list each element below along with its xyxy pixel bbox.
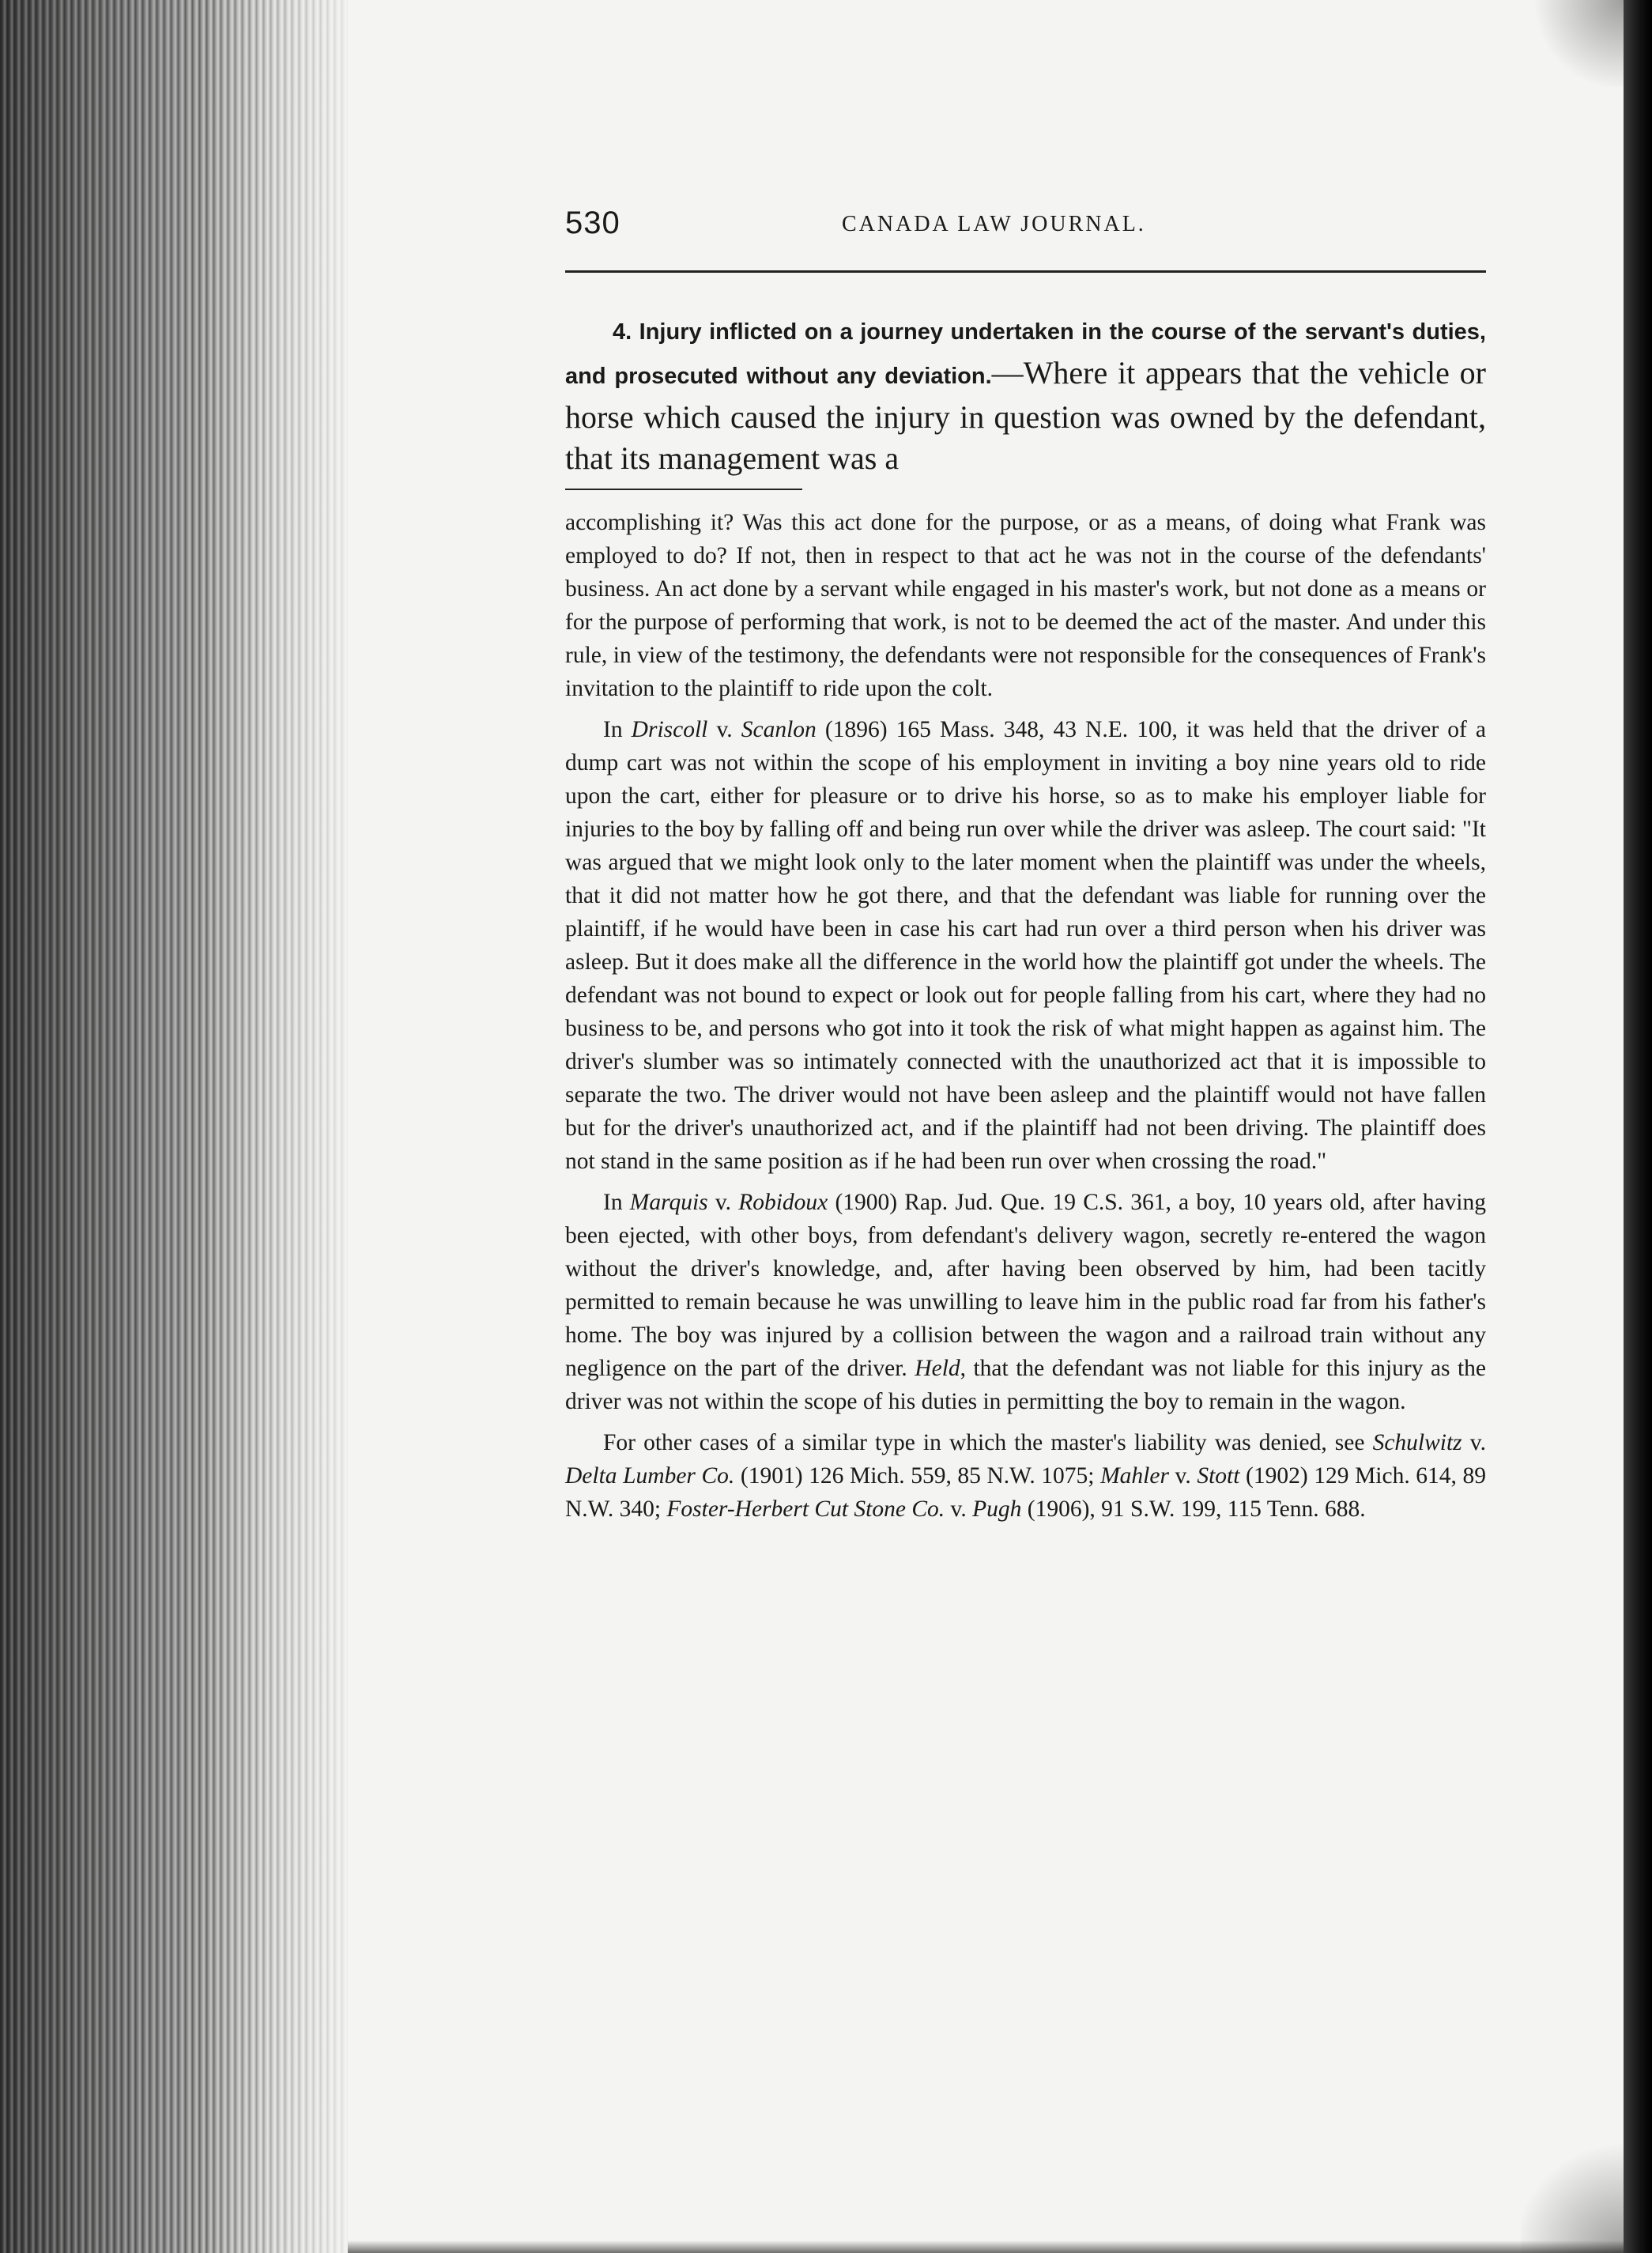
footnote-block (565, 506, 1486, 1534)
section-paragraph (565, 308, 1486, 479)
footnote-paragraph-2 (565, 713, 1486, 1178)
held-word: Held (915, 1356, 960, 1381)
text-run: , that the defendant was not liable for this injury as the driver was not within the scope of his duties in permitting the boy to remain in the wagon. (565, 1356, 1487, 1414)
section-text: —Where it appears that the vehicle or horse which caused the injury in question was owned by the defendant, that its management was a (565, 355, 1486, 476)
footnote-paragraph-4 (565, 1426, 1486, 1526)
scan-corner-bottom-right (1521, 2134, 1624, 2253)
scan-edge-bottom (348, 2240, 1624, 2253)
scan-edge-right (1624, 0, 1652, 2253)
text-run: In (603, 1190, 630, 1215)
text-run: (1902) 129 Mich. 614, 89 N.W. 340; (565, 1463, 1487, 1522)
text-run: v. (1462, 1430, 1486, 1455)
footnote-rule (565, 489, 802, 490)
case-name: Mahler (1100, 1463, 1169, 1489)
page-body (565, 206, 1487, 1522)
case-name: Delta Lumber Co. (565, 1463, 735, 1489)
text-run: (1901) 126 Mich. 559, 85 N.W. 1075; (734, 1463, 1101, 1489)
page-header (565, 206, 1486, 253)
running-title: CANADA LAW JOURNAL. (842, 212, 1146, 236)
text-run: v. (945, 1496, 973, 1522)
section-heading: 4. Injury inflicted on a journey undertaken in the course of the servant's duties, and prosecuted without any deviation. (565, 319, 1486, 389)
case-name: Stott (1197, 1463, 1240, 1489)
case-name: Scanlon (741, 717, 817, 742)
scan-corner-top-right (1529, 0, 1624, 87)
case-name: Schulwitz (1372, 1430, 1462, 1455)
header-rule (565, 270, 1486, 273)
footnote-paragraph-1: accomplishing it? Was this act done for the purpose, or as a means, of doing what Frank was employed to do? If not, then in respect to that act he was not in the course of the defendants' business. An act done by a servant while engaged in his master's work, but not done as a means or for the purpose of performing that work, is not to be deemed the act of the master. And under this rule, in view of the testimony, the defendants were not responsible for the consequences of Frank's invitation to the plaintiff to ride upon the colt. (565, 510, 1486, 701)
text-run: (1906), 91 S.W. 199, 115 Tenn. 688. (1021, 1496, 1366, 1522)
case-name: Pugh (972, 1496, 1022, 1522)
text-run: (1900) Rap. Jud. Que. 19 C.S. 361, a boy, 10 years old, after having been ejected, with other boys, from defendant's delivery wagon, secretly re-entered the wagon without the driver's knowledge, and, after having been observed by him, had been tacitly permitted to remain because he was unwilling to leave him in the public road far from his father's home. The boy was injured by a collision between the wagon and a railroad train without any negligence on the part of the driver. (565, 1190, 1486, 1381)
case-name: Driscoll (631, 717, 708, 742)
text-run: v. (1168, 1463, 1198, 1489)
text-run: v. (707, 1190, 739, 1215)
text-run: v. (707, 717, 741, 742)
case-name: Robidoux (738, 1190, 828, 1215)
text-run: For other cases of a similar type in which the master's liability was denied, see (603, 1430, 1373, 1455)
page-number: 530 (565, 206, 620, 240)
text-run: (1896) 165 Mass. 348, 43 N.E. 100, it was held that the driver of a dump cart was not within the scope of his employment in inviting a boy nine years old to ride upon the cart, either for pleasure or to drive his horse, so as to make his employer liable for injuries to the boy by falling off and being run over while the driver was asleep. The court said: "It was argued that we might look only to the later moment when the plaintiff was under the wheels, that it did not matter how he got there, and that the defendant was liable for running over the plaintiff, if he would have been in case his cart had run over a third person when his driver was asleep. But it does make all the difference in the world how the plaintiff got under the wheels. The defendant was not bound to expect or look out for people falling from his cart, where they had no business to be, and persons who got into it took the risk of what might happen as against him. The driver's slumber was so intimately connected with the unauthorized act that it is impossible to separate the two. The driver would not have been asleep and the plaintiff would not have fallen but for the driver's unauthorized act, and if the plaintiff had not been driving. The plaintiff does not stand in the same position as if he had been run over when crossing the road." (565, 717, 1486, 1174)
case-name: Foster-Herbert Cut Stone Co. (666, 1496, 945, 1522)
text-run: In (603, 717, 632, 742)
footnote-paragraph-3 (565, 1186, 1486, 1418)
scan-binding-fade (206, 0, 348, 2253)
case-name: Marquis (629, 1190, 708, 1215)
